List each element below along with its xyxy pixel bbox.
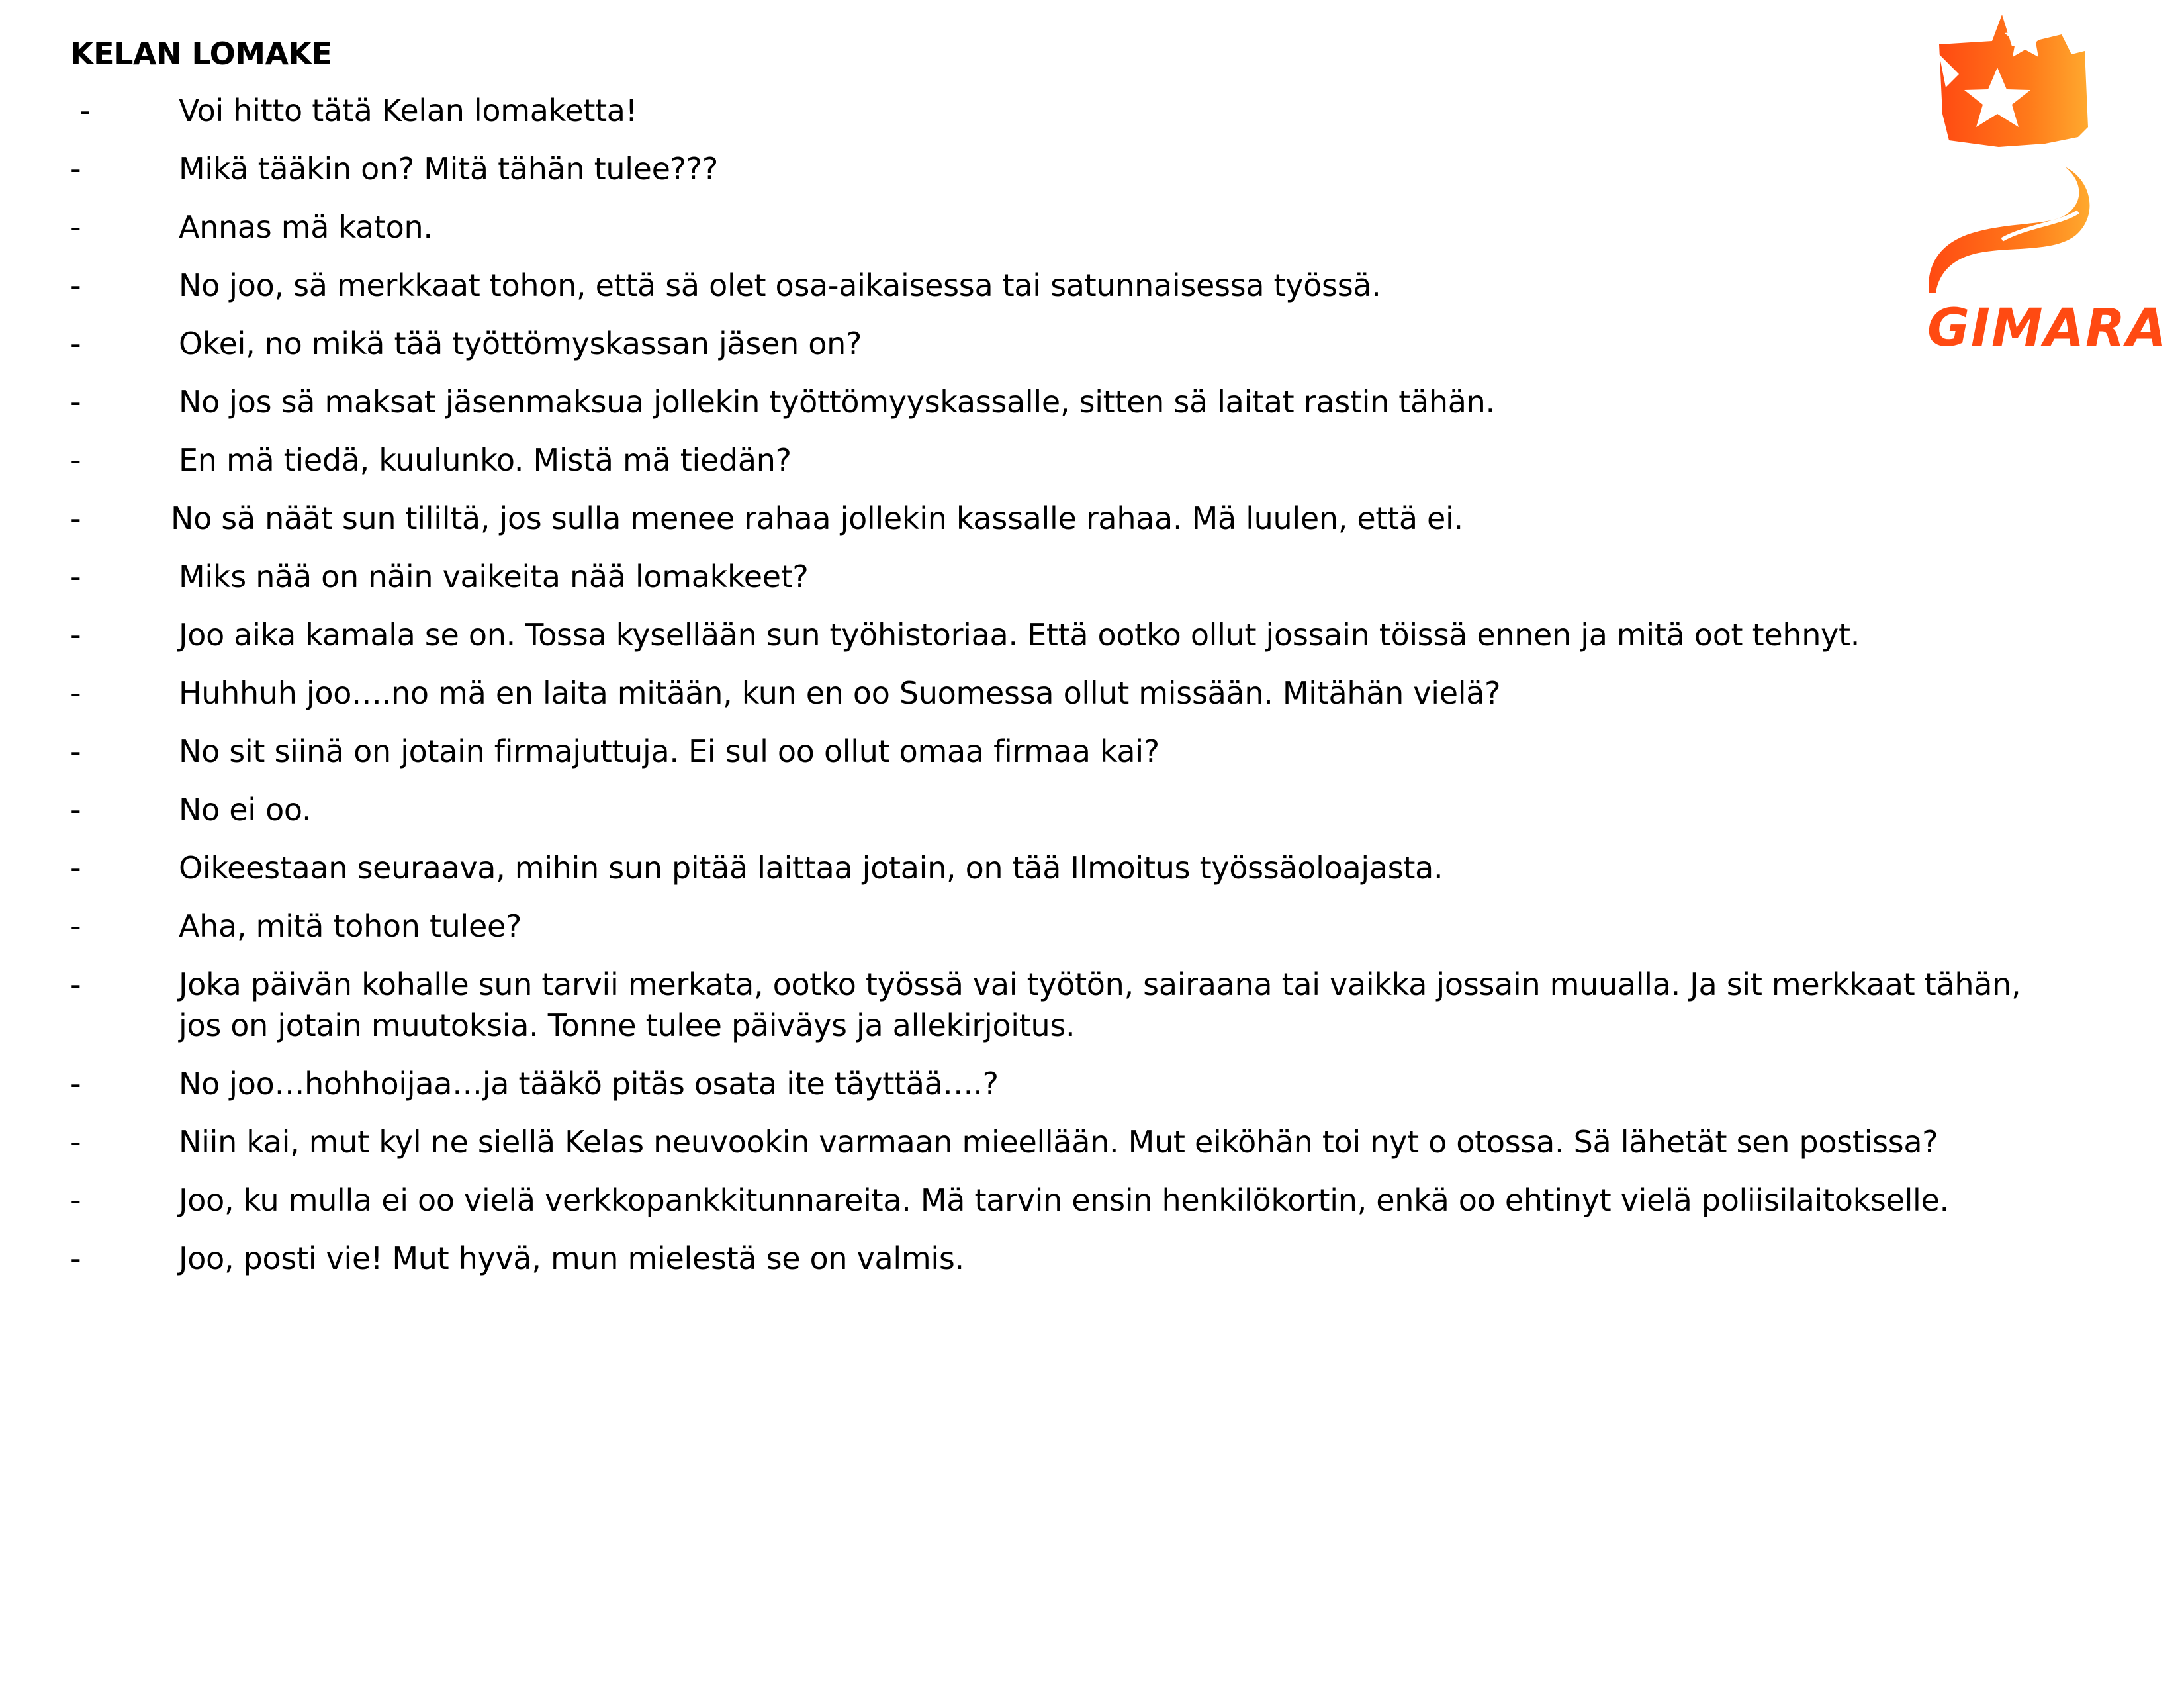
dash-marker: - <box>70 559 81 594</box>
document-title: KELAN LOMAKE <box>70 36 332 71</box>
dialogue-line <box>70 614 2056 655</box>
dialogue-line <box>70 964 2056 1046</box>
dialogue-line <box>70 1238 2056 1279</box>
dash-marker: - <box>70 850 81 886</box>
dialogue-text: No sit siinä on jotain firmajuttuja. Ei sul oo ollut omaa firmaa kai? <box>179 733 1160 769</box>
dash-marker: - <box>70 384 81 420</box>
dash-marker: - <box>79 93 91 128</box>
dialogue-line <box>70 1180 2056 1221</box>
dash-marker: - <box>70 1241 81 1276</box>
dialogue-line <box>70 847 2056 888</box>
dialogue-text: No sä näät sun tililtä, jos sulla menee rahaa jollekin kassalle rahaa. Mä luulen, että ei. <box>171 500 1463 536</box>
dialogue-line <box>70 673 2056 714</box>
dialogue-list <box>70 90 2056 1296</box>
dialogue-line <box>70 90 2056 131</box>
dialogue-line <box>70 1121 2056 1162</box>
dialogue-text: Annas mä katon. <box>179 209 433 245</box>
dialogue-text: Joo, posti vie! Mut hyvä, mun mielestä se on valmis. <box>179 1241 964 1276</box>
dash-marker: - <box>70 1066 81 1102</box>
dash-marker: - <box>70 442 81 478</box>
dialogue-line <box>70 1063 2056 1104</box>
dash-marker: - <box>70 1124 81 1160</box>
dialogue-line <box>70 265 2056 306</box>
dialogue-line <box>70 148 2056 189</box>
dialogue-line <box>70 440 2056 481</box>
dialogue-line <box>70 207 2056 248</box>
dialogue-text: Voi hitto tätä Kelan lomaketta! <box>179 93 637 128</box>
dialogue-text: Joo, ku mulla ei oo vielä verkkopankkitunnareita. Mä tarvin ensin henkilökortin, enkä oo ehtinyt vielä poliisilaitokselle. <box>179 1182 1949 1218</box>
dash-marker: - <box>70 500 81 536</box>
dialogue-line <box>70 906 2056 947</box>
dialogue-text: No jos sä maksat jäsenmaksua jollekin työttömyyskassalle, sitten sä laitat rastin tähän. <box>179 384 1495 420</box>
dash-marker: - <box>70 908 81 944</box>
dash-marker: - <box>70 209 81 245</box>
logo-swoosh-shape <box>1929 167 2089 293</box>
dialogue-text: No joo…hohhoijaa…ja tääkö pitäs osata ite täyttää….? <box>179 1066 999 1102</box>
dash-marker: - <box>70 733 81 769</box>
logo-text: GIMARA <box>1927 299 2168 358</box>
gimara-logo <box>1919 15 2168 359</box>
dialogue-text: Oikeestaan seuraava, mihin sun pitää laittaa jotain, on tää Ilmoitus työssäoloajasta. <box>179 850 1443 886</box>
dialogue-text: No joo, sä merkkaat tohon, että sä olet osa-aikaisessa tai satunnaisessa työssä. <box>179 267 1381 303</box>
dash-marker: - <box>70 151 81 187</box>
dialogue-text: No ei oo. <box>179 792 312 827</box>
dash-marker: - <box>70 792 81 827</box>
dash-marker: - <box>70 1182 81 1218</box>
dialogue-text: Miks nää on näin vaikeita nää lomakkeet? <box>179 559 809 594</box>
dialogue-line <box>70 731 2056 772</box>
dialogue-line <box>70 323 2056 364</box>
dialogue-text: Aha, mitä tohon tulee? <box>179 908 522 944</box>
dialogue-line <box>70 381 2056 422</box>
dialogue-line <box>70 498 2056 539</box>
dialogue-text: Okei, no mikä tää työttömyskassan jäsen on? <box>179 326 862 361</box>
dialogue-line <box>70 556 2056 597</box>
dialogue-text: Niin kai, mut kyl ne siellä Kelas neuvookin varmaan mieellään. Mut eiköhän toi nyt o otossa. Sä lähetät sen postissa? <box>179 1124 1938 1160</box>
dash-marker: - <box>70 326 81 361</box>
dialogue-line <box>70 789 2056 830</box>
dash-marker: - <box>70 617 81 653</box>
dialogue-text: Joo aika kamala se on. Tossa kysellään sun työhistoriaa. Että ootko ollut jossain töissä ennen ja mitä oot tehnyt. <box>179 617 1860 653</box>
dialogue-text: Joka päivän kohalle sun tarvii merkata, ootko työssä vai työtön, sairaana tai vaikka jossain muualla. Ja sit merkkaat tähän, jos on jotain muutoksia. Tonne tulee päiväys ja allekirjoitus. <box>179 966 2030 1043</box>
dash-marker: - <box>70 267 81 303</box>
dash-marker: - <box>70 966 81 1002</box>
dialogue-text: En mä tiedä, kuulunko. Mistä mä tiedän? <box>179 442 792 478</box>
dialogue-text: Huhhuh joo….no mä en laita mitään, kun en oo Suomessa ollut missään. Mitähän vielä? <box>179 675 1501 711</box>
dialogue-text: Mikä tääkin on? Mitä tähän tulee??? <box>179 151 719 187</box>
dash-marker: - <box>70 675 81 711</box>
